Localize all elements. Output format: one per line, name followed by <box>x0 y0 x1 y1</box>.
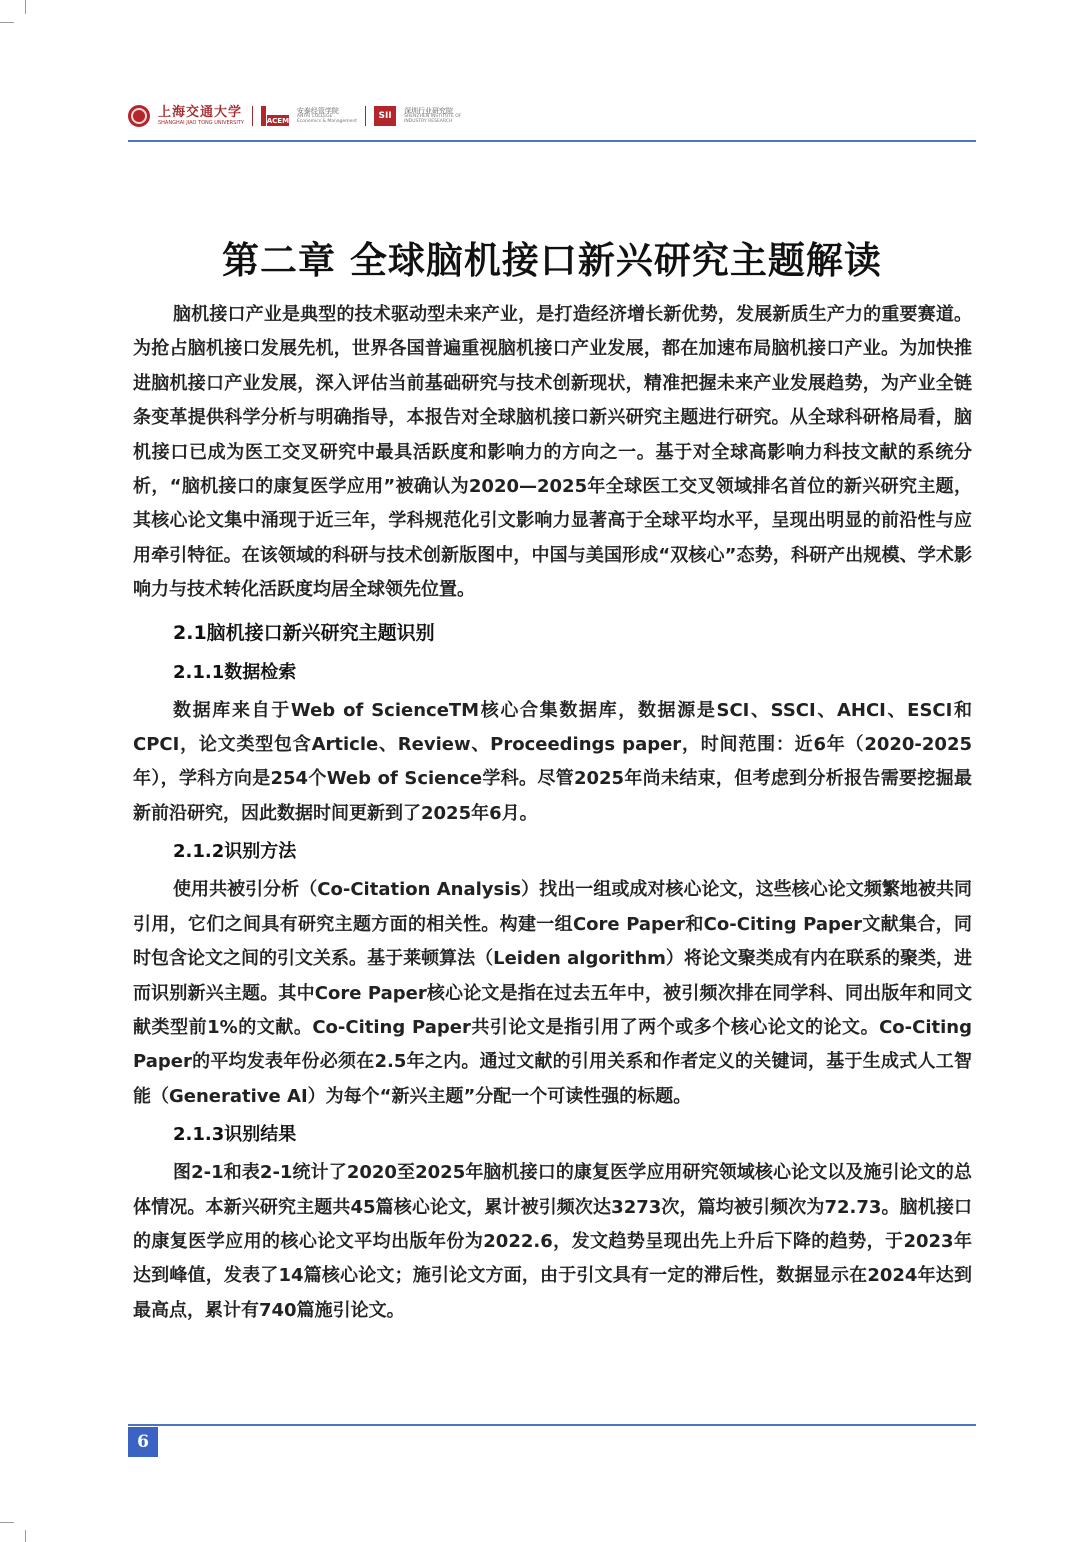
paragraph-2-1-3: 图2-1和表2-1统计了2020至2025年脑机接口的康复医学应用研究领域核心论文以及施引论文的总体情况。本新兴研究主题共45篇核心论文，累计被引频次达3273次，篇均被引频次为72.73。脑机接口的康复医学应用的核心论文平均出版年份为2022.6，发文趋势呈现出先上升后下降的趋势，于2023年达到峰值，发表了14篇核心论文；施引论文方面，由于引文具有一定的滞后性，数据显示在2024年达到最高点，累计有740篇施引论文。 <box>133 1162 972 1321</box>
page-body <box>133 298 972 1328</box>
antai-logo <box>261 106 289 126</box>
section-heading-2-1-2: 2.1.2识别方法 <box>173 841 297 863</box>
crop-mark <box>25 1530 26 1542</box>
page-number: 6 <box>128 1427 158 1457</box>
logo-divider <box>252 106 253 126</box>
antai-en2: Economics & Management <box>296 118 358 124</box>
sjtu-name: 上海交通大学 <box>158 105 243 120</box>
antai-cn: 安泰经管学院 <box>296 106 339 115</box>
paragraph-2-1-2: 使用共被引分析（Co-Citation Analysis）找出一组或成对核心论文，这些核心论文频繁地被共同引用，它们之间具有研究主题方面的相关性。构建一组Core Paper和Co-Citing Paper文献集合，同时包含论文之间的引文关系。基于莱顿算法（Leiden algorithm）将论文聚类成有内在联系的聚类，进而识别新兴主题。其中Core Paper核心论文是指在过去五年中，被引频次排在同学科、同出版年和同文献类型前1%的文献。Co-Citing Paper共引论文是指引用了两个或多个核心论文的论文。Co-Citing Paper的平均发表年份必须在2.5年之内。通过文献的引用关系和作者定义的关键词，基于生成式人工智能（Generative AI）为每个“新兴主题”分配一个可读性强的标题。 <box>133 879 972 1107</box>
logo-divider <box>365 106 366 126</box>
section-heading-2-1: 2.1脑机接口新兴研究主题识别 <box>173 621 435 644</box>
sjtu-seal-logo <box>128 105 150 127</box>
paragraph-2-1-1: 数据库来自于Web of ScienceTM核心合集数据库，数据源是SCI、SSCI、AHCI、ESCI和CPCI，论文类型包含Article、Review、Proceedings paper，时间范围：近6年（2020-2025年），学科方向是254个Web of Science学科。尽管2025年尚未结束，但考虑到分析报告需要挖掘最新前沿研究，因此数据时间更新到了2025年6月。 <box>133 699 972 824</box>
chapter-title: 第二章 全球脑机接口新兴研究主题解读 <box>222 238 882 282</box>
sii-badge: SII <box>374 106 396 126</box>
intro-paragraph: 脑机接口产业是典型的技术驱动型未来产业，是打造经济增长新优势，发展新质生产力的重要赛道。为抢占脑机接口发展先机，世界各国普遍重视脑机接口产业发展，都在加速布局脑机接口产业。为加快推进脑机接口产业发展，深入评估当前基础研究与技术创新现状，精准把握未来产业发展趋势，为产业全链条变革提供科学分析与明确指导，本报告对全球脑机接口新兴研究主题进行研究。从全球科研格局看，脑机接口已成为医工交叉研究中最具活跃度和影响力的方向之一。基于对全球高影响力科技文献的系统分析，“脑机接口的康复医学应用”被确认为2020—2025年全球医工交叉领域排名首位的新兴研究主题，其核心论文集中涌现于近三年，学科规范化引文影响力显著高于全球平均水平，呈现出明显的前沿性与应用牵引特征。在该领域的科研与技术创新版图中，中国与美国形成“双核心”态势，科研产出规模、学术影响力与技术转化活跃度均居全球领先位置。 <box>133 304 972 601</box>
page-header <box>128 100 976 132</box>
sii-en2: INDUSTRY RESEARCH <box>404 118 453 124</box>
antai-badge: ACEM <box>266 116 290 125</box>
section-heading-2-1-3: 2.1.3识别结果 <box>173 1124 297 1146</box>
sjtu-sub: SHANGHAI JIAO TONG UNIVERSITY <box>158 120 244 126</box>
header-rule <box>128 140 976 142</box>
sii-en1: SHENZHEN INSTITUTE OF <box>404 113 462 119</box>
sii-cn: 深圳行业研究院 <box>404 106 454 115</box>
crop-mark <box>25 0 26 14</box>
sii-logo-text <box>404 108 461 125</box>
antai-en1: ANTAI COLLEGE <box>296 113 333 119</box>
crop-mark <box>0 1522 14 1523</box>
crop-mark <box>0 22 14 23</box>
footer-rule <box>128 1424 976 1426</box>
sjtu-logo-text <box>158 106 244 126</box>
antai-logo-text <box>297 108 357 125</box>
section-heading-2-1-1: 2.1.1数据检索 <box>173 661 297 683</box>
